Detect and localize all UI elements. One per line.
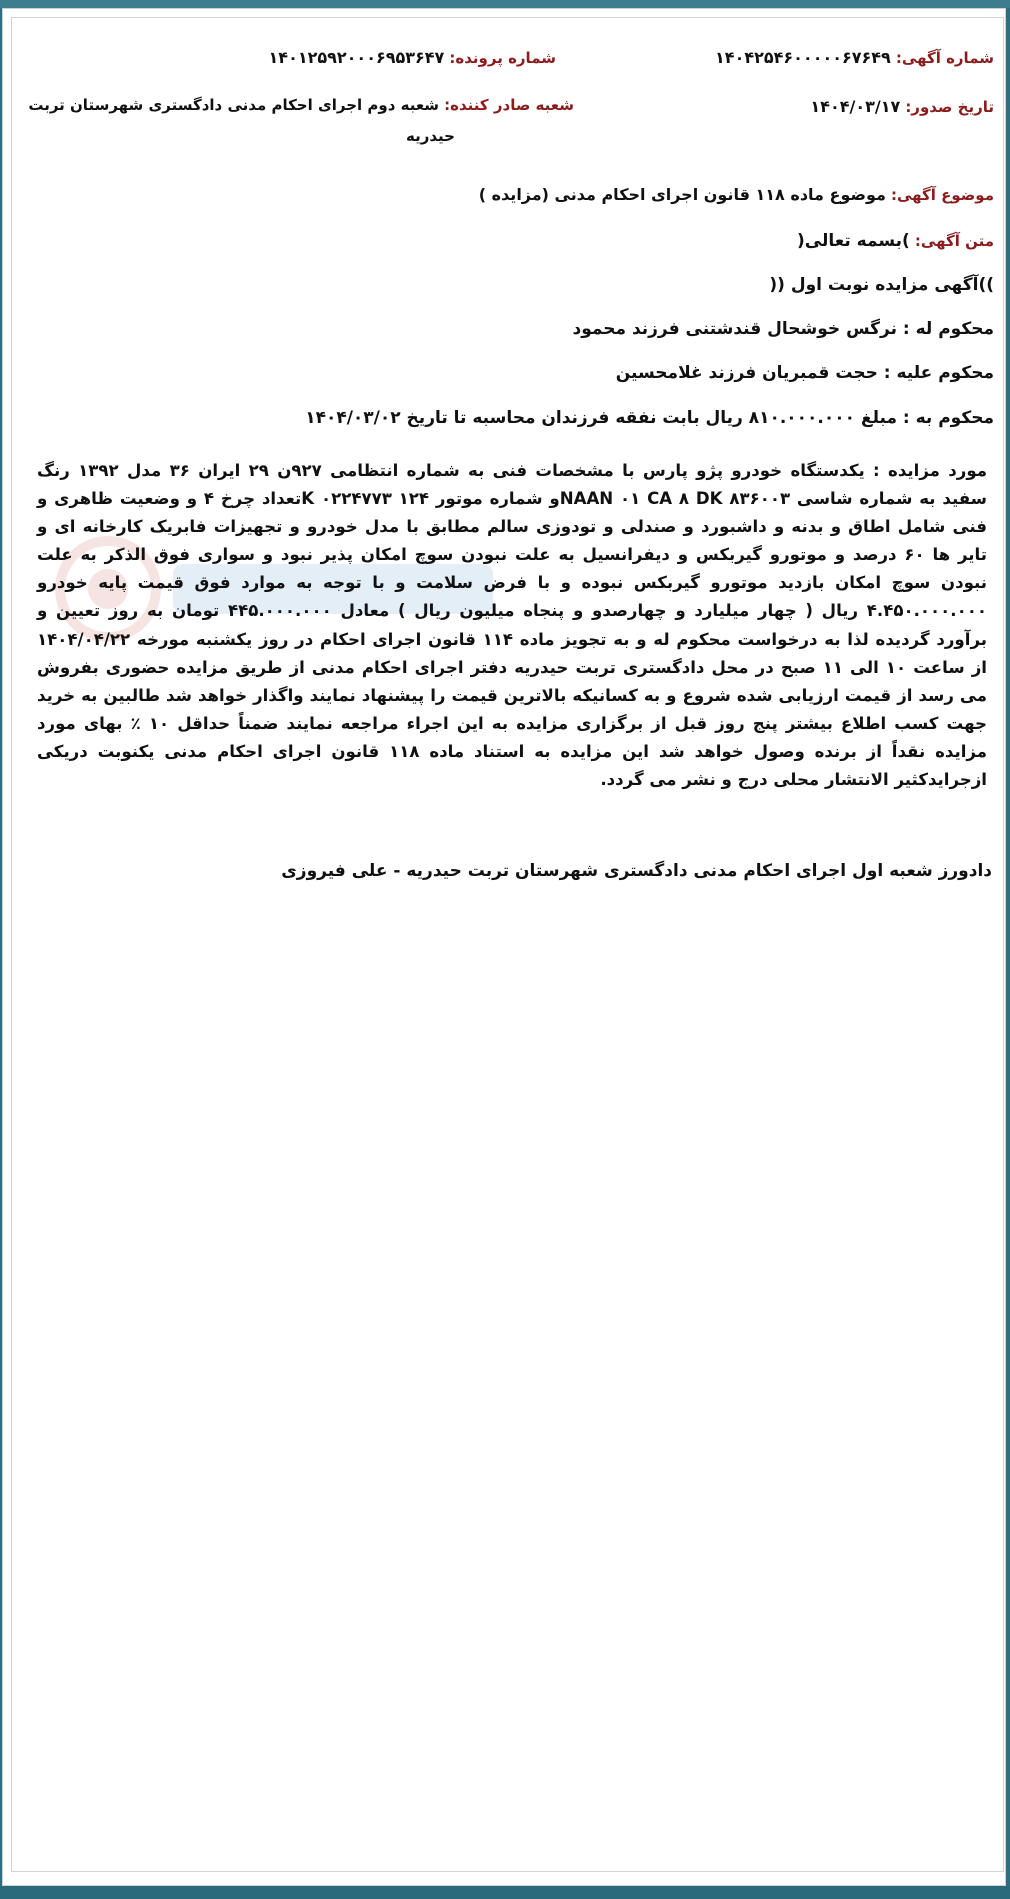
window-bottom-bar bbox=[0, 1886, 1010, 1899]
subject-value: موضوع ماده ۱۱۸ قانون اجرای احکام مدنی (مزایده ) bbox=[478, 185, 886, 204]
notice-page bbox=[2, 8, 1006, 1886]
window-top-bar bbox=[0, 0, 1010, 8]
case-number-row bbox=[269, 48, 556, 67]
case-number-label: شماره پرونده: bbox=[449, 49, 556, 67]
notice-number-row bbox=[715, 48, 994, 67]
issuer-value-continued: حیدریه bbox=[406, 127, 455, 145]
notice-frame bbox=[11, 17, 1004, 1872]
subject-label: موضوع آگهی: bbox=[890, 186, 994, 204]
issuer-value: شعبه دوم اجرای احکام مدنی دادگستری شهرستان تربت bbox=[28, 96, 440, 114]
issue-date-row bbox=[810, 97, 994, 116]
issuer-label: شعبه صادر کننده: bbox=[444, 96, 574, 114]
text-label: متن آگهی: bbox=[914, 232, 994, 250]
text-row bbox=[797, 231, 994, 251]
issue-date-label: تاریخ صدور: bbox=[905, 98, 994, 116]
case-number-value: ۱۴۰۱۲۵۹۲۰۰۰۶۹۵۳۶۴۷ bbox=[268, 48, 445, 67]
auction-description: مورد مزایده : یکدستگاه خودرو پژو پارس با مشخصات فنی به شماره انتظامی ۹۲۷ن ۲۹ ایران ۳۶ مدل ۱۳۹۲ رنگ سفید به شماره شاسی NAAN ۰۱ CA ۸ DK ۸۳۶۰۰۳و شماره موتور ۱۲۴ K ۰۲۲۴۷۷۳تعداد چرخ ۴ و وضعیت ظاهری و فنی شامل اطاق و بدنه و داشبورد و صندلی و تودوزی سالم مطابق با مدل خودرو و تجهیزات فابریک کارخانه ای و تایر ها ۶۰ درصد و موتورو گیربکس و دیفرانسیل به علت نبودن سوچ امکان پذیر نبود و سواری فوق الذکر به علت نبودن سوچ امکان بازدید موتورو گیربکس نبوده و با فرض سلامت و با توجه به موارد فوق قیمت پایه خودرو ۴.۴۵۰.۰۰۰.۰۰۰ ریال ( چهار میلیارد و چهارصدو و پنجاه میلیون ریال ) معادل ۴۴۵.۰۰۰.۰۰۰ تومان به روز تعیین و برآورد گردیده لذا به درخواست محکوم له و به تجویز ماده ۱۱۴ قانون اجرای احکام در روز یکشنبه مورخه ۱۴۰۴/۰۴/۲۲ از ساعت ۱۰ الی ۱۱ صبح در محل دادگستری تربت حیدریه دفتر اجرای احکام مدنی از طریق مزایده حضوری بفروش می رسد از قیمت ارزیابی شده شروع و به کسانیکه بالاترین قیمت را پیشنهاد نمایند واگذار خواهد شد طالبین به خرید جهت کسب اطلاع بیشتر پنج روز قبل از برگزاری مزایده به این اجراء مراجعه نمایند ضمناً حداقل ۱۰ ٪ بهای مورد مزایده نقداً از برنده وصول خواهد شد این مزایده به استناد ماده ۱۱۸ قانون اجرای احکام مدنی یکنوبت دریکی ازجرایدکثیر الانتشار محلی درج و نشر می گردد. bbox=[37, 461, 988, 790]
auction-heading: ))آگهی مزایده نوبت اول (( bbox=[769, 275, 994, 295]
ruled-for: محکوم له : نرگس خوشحال قندشتنی فرزند محمود bbox=[572, 319, 994, 339]
signature: دادورز شعبه اول اجرای احکام مدنی دادگستری شهرستان تربت حیدریه - علی فیروزی bbox=[281, 861, 992, 881]
issue-date-value: ۱۴۰۴/۰۳/۱۷ bbox=[810, 97, 901, 116]
ruled-against: محکوم علیه : حجت قمبریان فرزند غلامحسین bbox=[615, 363, 994, 383]
issuer-row bbox=[28, 95, 574, 114]
judgment-amount: محکوم به : مبلغ ۸۱۰.۰۰۰.۰۰۰ ریال بابت نفقه فرزندان محاسبه تا تاریخ ۱۴۰۴/۰۳/۰۲ bbox=[305, 408, 994, 428]
notice-number-label: شماره آگهی: bbox=[895, 49, 994, 67]
notice-number-value: ۱۴۰۴۲۵۴۶۰۰۰۰۰۶۷۶۴۹ bbox=[715, 48, 891, 67]
subject-row bbox=[479, 185, 994, 204]
text-opening: )بسمه تعالی( bbox=[797, 231, 910, 251]
